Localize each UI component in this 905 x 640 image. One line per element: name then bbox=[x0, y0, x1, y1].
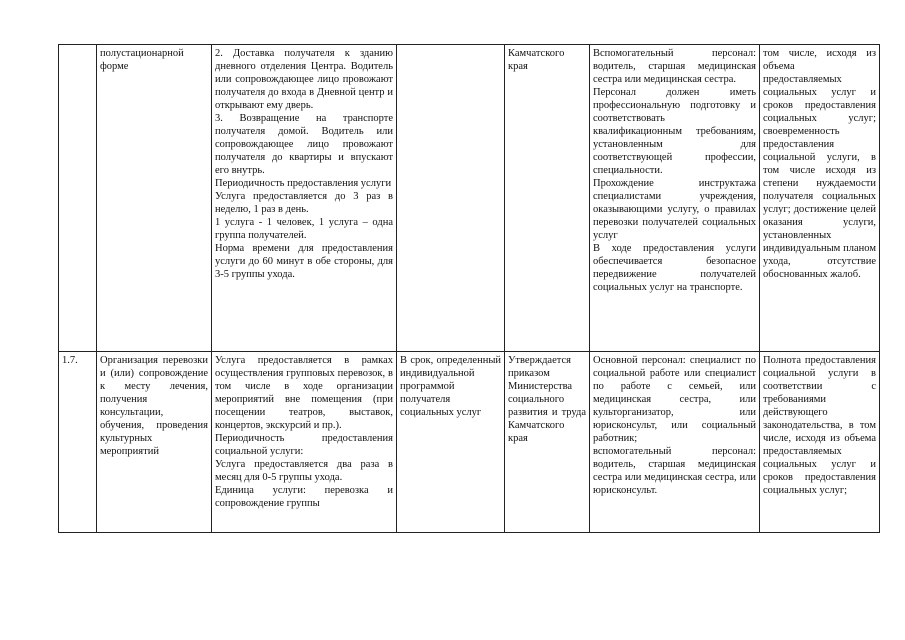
conditions-paragraph: Основной персонал: специалист по социальной работе или специалист по работе с семьей, или медицинская сестра, или культорганизатор, или юрисконсульт, или социальный работник; bbox=[593, 355, 756, 444]
cell-term bbox=[397, 45, 505, 352]
cell-basis: Камчатского края bbox=[505, 45, 590, 352]
conditions-paragraph: Вспомогательный персонал: водитель, старшая медицинская сестра или медицинская сестра. bbox=[593, 48, 756, 85]
services-table bbox=[58, 44, 880, 533]
content-paragraph: Услуга предоставляется в рамках осуществления групповых перевозок, в том числе в ходе организации мероприятий вне помещения (при посещении театров, выставок, концертов, экскурсий и пр.). bbox=[215, 355, 393, 431]
cell-conditions bbox=[590, 352, 760, 533]
cell-service-name: Организация перевозки и (или) сопровождение к месту лечения, получения консультации, обучения, проведения культурных мероприятий bbox=[97, 352, 212, 533]
cell-service-content bbox=[212, 45, 397, 352]
conditions-paragraph: Персонал должен иметь профессиональную подготовку и соответствовать квалификационным требованиям, установленным для соответствующей профессии, специальности. bbox=[593, 87, 756, 176]
content-paragraph: 3. Возвращение на транспорте получателя домой. Водитель или сопровождающее лицо провожают получателя до квартиры и впускают его внутрь. bbox=[215, 113, 393, 176]
content-paragraph: Норма времени для предоставления услуги до 60 минут в обе стороны, для 3-5 группы ухода. bbox=[215, 243, 393, 280]
conditions-paragraph: В ходе предоставления услуги обеспечивается безопасное передвижение получателей социальных услуг на транспорте. bbox=[593, 243, 756, 293]
content-paragraph: Единица услуги: перевозка и сопровождение группы bbox=[215, 485, 393, 509]
cell-conditions bbox=[590, 45, 760, 352]
content-paragraph: Услуга предоставляется до 3 раз в неделю, 1 раз в день. bbox=[215, 191, 393, 215]
conditions-paragraph: вспомогательный персонал: водитель, старшая медицинская сестра или медицинская сестра, или юрисконсульт. bbox=[593, 446, 756, 496]
indicators-paragraph: том числе, исходя из объема предоставляемых социальных услуг и сроков предоставления социальных услуг; своевременность предоставления социальной услуги, в том числе исходя из степени нуждаемости получателя социальных услуг; достижение целей оказания услуги, установленных индивидуальным планом ухода, отсутствие обоснованных жалоб. bbox=[763, 48, 876, 280]
content-paragraph: Услуга предоставляется два раза в месяц для 0-5 группы ухода. bbox=[215, 459, 393, 483]
cell-basis: Утверждается приказом Министерства социального развития и труда Камчатского края bbox=[505, 352, 590, 533]
content-paragraph: Периодичность предоставления услуги bbox=[215, 178, 392, 189]
cell-number: 1.7. bbox=[59, 352, 97, 533]
cell-service-name: полустационарной форме bbox=[97, 45, 212, 352]
table-row bbox=[59, 352, 880, 533]
content-paragraph: 2. Доставка получателя к зданию дневного отделения Центра. Водитель или сопровождающее лицо провожают получателя до входа в Дневной центр и открывают ему дверь. bbox=[215, 48, 393, 111]
indicators-paragraph: Полнота предоставления социальной услуги в соответствии с требованиями действующего законодательства, в том числе, исходя из объема предоставляемых социальных услуг и сроков предоставления социальных услуг; bbox=[763, 355, 876, 496]
cell-number bbox=[59, 45, 97, 352]
content-paragraph: Периодичность предоставления социальной услуги: bbox=[215, 433, 393, 457]
cell-indicators bbox=[760, 45, 880, 352]
cell-service-content bbox=[212, 352, 397, 533]
table-row bbox=[59, 45, 880, 352]
content-paragraph: 1 услуга - 1 человек, 1 услуга – одна группа получателей. bbox=[215, 217, 393, 241]
conditions-paragraph: Прохождение инструктажа специалистами учреждения, оказывающими услугу, о правилах перевозки получателей социальных услуг bbox=[593, 178, 756, 241]
cell-term: В срок, определенный индивидуальной программой получателя социальных услуг bbox=[397, 352, 505, 533]
cell-indicators bbox=[760, 352, 880, 533]
